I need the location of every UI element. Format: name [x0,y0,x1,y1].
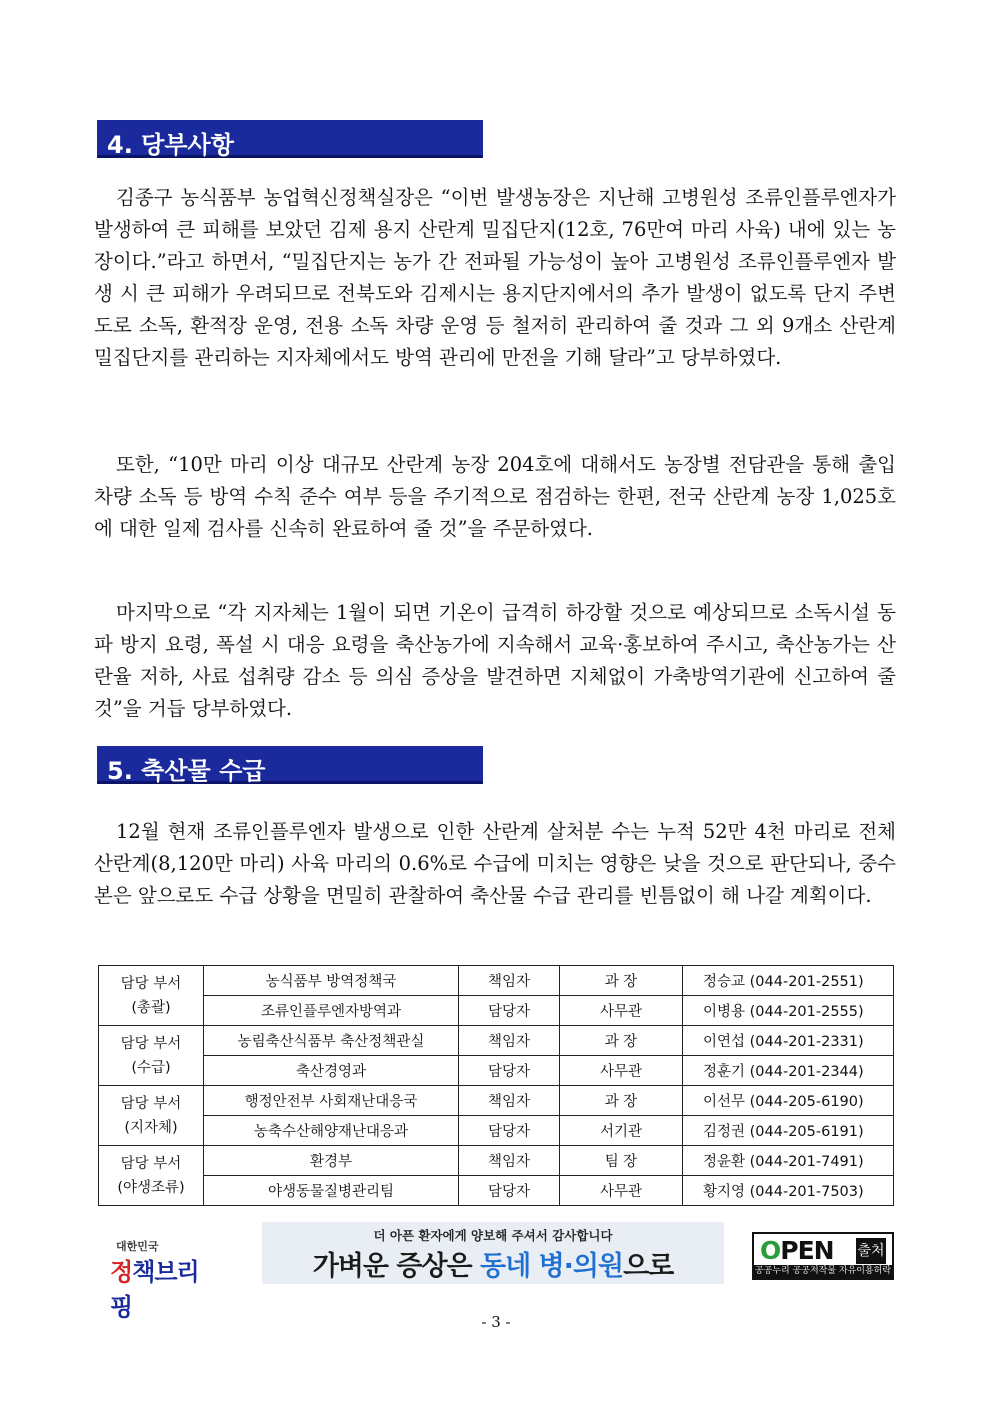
banner-main-text: 가벼운 증상은 동네 병·의원으로 [312,1251,674,1282]
person-cell: 정윤환 (044-201-7491) [683,1146,894,1176]
contact-table [98,965,894,1206]
dept-label-line: (수급) [131,1059,171,1076]
person-cell: 황지영 (044-201-7503) [683,1176,894,1206]
section4-paragraph-3: 마지막으로 “각 지자체는 1월이 되면 기온이 급격히 하강할 것으로 예상되므로 소독시설 동파 방지 요령, 폭설 시 대응 요령을 축산농가에 지속해서 교육·홍보하여 주시고, 축산농가는 산란율 저하, 사료 섭취량 감소 등 의심 증상을 발견하면 지체없이 가축방역기관에 신고하여 줄 것”을 거듭 당부하였다. [94,601,896,720]
role-cell: 책임자 [459,1146,560,1176]
table-row [99,1026,894,1056]
role-cell: 담당자 [459,1056,560,1086]
section4-paragraph-2: 또한, “10만 마리 이상 대규모 산란계 농장 204호에 대해서도 농장별 전담관을 통해 출입 차량 소독 등 방역 수칙 준수 여부 등을 주기적으로 점검하는 한편, 전국 산란계 농장 1,025호에 대한 일제 검사를 신속히 완료하여 줄 것”을 주문하였다. [94,453,896,540]
role-cell: 책임자 [459,966,560,996]
dept-label-line: 담당 부서 [120,1035,182,1052]
person-cell: 김정권 (044-205-6191) [683,1116,894,1146]
open-license-caption: 공공누리 공공저작물 자유이용허락 [754,1266,892,1276]
section4-heading [97,120,483,158]
person-cell: 이병용 (044-201-2555) [683,996,894,1026]
table-row [99,996,894,1026]
dept-cell [99,966,204,1026]
dept-label-line: (지자체) [124,1119,178,1136]
kogl-open-license-logo [752,1232,894,1280]
footer [0,1222,992,1321]
title-cell: 과 장 [560,1086,683,1116]
dept-label-line: 담당 부서 [120,1155,182,1172]
dept-cell [99,1026,204,1086]
org-cell: 환경부 [204,1146,459,1176]
section5-title: 5. 축산물 수급 [107,757,266,785]
section4-paragraph-1: 김종구 농식품부 농업혁신정책실장은 “이번 발생농장은 지난해 고병원성 조류인플루엔자가 발생하여 큰 피해를 보았던 김제 용지 산란계 밀집단지(12호, 76만여 마리 사육) 내에 있는 농장이다.”라고 하면서, “밀집단지는 농가 간 전파될 가능성이 높아 고병원성 조류인플루엔자 발생 시 큰 피해가 우려되므로 전북도와 김제시는 용지단지에서의 추가 발생이 없도록 단지 주변 도로 소독, 환적장 운영, 전용 소독 차량 운영 등 철저히 관리하여 줄 것과 그 외 9개소 산란계 밀집단지를 관리하는 지자체에서도 방역 관리에 만전을 기해 달라”고 당부하였다. [94,186,896,369]
policy-briefing-logo [108,1238,218,1321]
dept-cell [99,1086,204,1146]
role-cell: 책임자 [459,1086,560,1116]
attribution-icon: 출처 [856,1238,886,1264]
title-cell: 서기관 [560,1116,683,1146]
person-cell: 정승교 (044-201-2551) [683,966,894,996]
title-cell: 사무관 [560,996,683,1026]
section4-title: 4. 당부사항 [107,131,234,159]
section5-paragraph-1: 12월 현재 조류인플루엔자 발생으로 인한 산란계 살처분 수는 누적 52만 4천 마리로 전체 산란계(8,120만 마리) 사육 마리의 0.6%로 수급에 미치는 영향은 낮을 것으로 판단되나, 중수본은 앞으로도 수급 상황을 면밀히 관찰하여 축산물 수급 관리를 빈틈없이 해 나갈 계획이다. [94,820,896,907]
org-cell: 농식품부 방역정책국 [204,966,459,996]
title-cell: 사무관 [560,1176,683,1206]
role-cell: 담당자 [459,1116,560,1146]
dept-label-line: (야생조류) [117,1179,185,1196]
org-cell: 농림축산식품부 축산정책관실 [204,1026,459,1056]
dept-label-line: 담당 부서 [120,1095,182,1112]
logo-big-text: 정책브리핑 [110,1258,199,1321]
title-cell: 과 장 [560,966,683,996]
dept-cell [99,1146,204,1206]
table-row [99,1086,894,1116]
open-word: OPEN [760,1236,834,1265]
table-row [99,1146,894,1176]
page-number: - 3 - [481,1313,511,1331]
org-cell: 야생동물질병관리팀 [204,1176,459,1206]
org-cell: 농축수산해양재난대응과 [204,1116,459,1146]
campaign-banner [262,1222,724,1284]
org-cell: 행정안전부 사회재난대응국 [204,1086,459,1116]
logo-small-text: 대한민국 [116,1240,159,1253]
role-cell: 담당자 [459,996,560,1026]
org-cell: 축산경영과 [204,1056,459,1086]
person-cell: 정훈기 (044-201-2344) [683,1056,894,1086]
banner-top-text: 더 아픈 환자에게 양보해 주셔서 감사합니다 [373,1228,613,1243]
table-row [99,966,894,996]
org-cell: 조류인플루엔자방역과 [204,996,459,1026]
title-cell: 과 장 [560,1026,683,1056]
person-cell: 이연섭 (044-201-2331) [683,1026,894,1056]
section5-heading [97,746,483,784]
dept-label-line: (총괄) [131,999,171,1016]
title-cell: 팀 장 [560,1146,683,1176]
title-cell: 사무관 [560,1056,683,1086]
table-row [99,1056,894,1086]
dept-label-line: 담당 부서 [120,975,182,992]
person-cell: 이선무 (044-205-6190) [683,1086,894,1116]
role-cell: 담당자 [459,1176,560,1206]
role-cell: 책임자 [459,1026,560,1056]
table-row [99,1176,894,1206]
table-row [99,1116,894,1146]
